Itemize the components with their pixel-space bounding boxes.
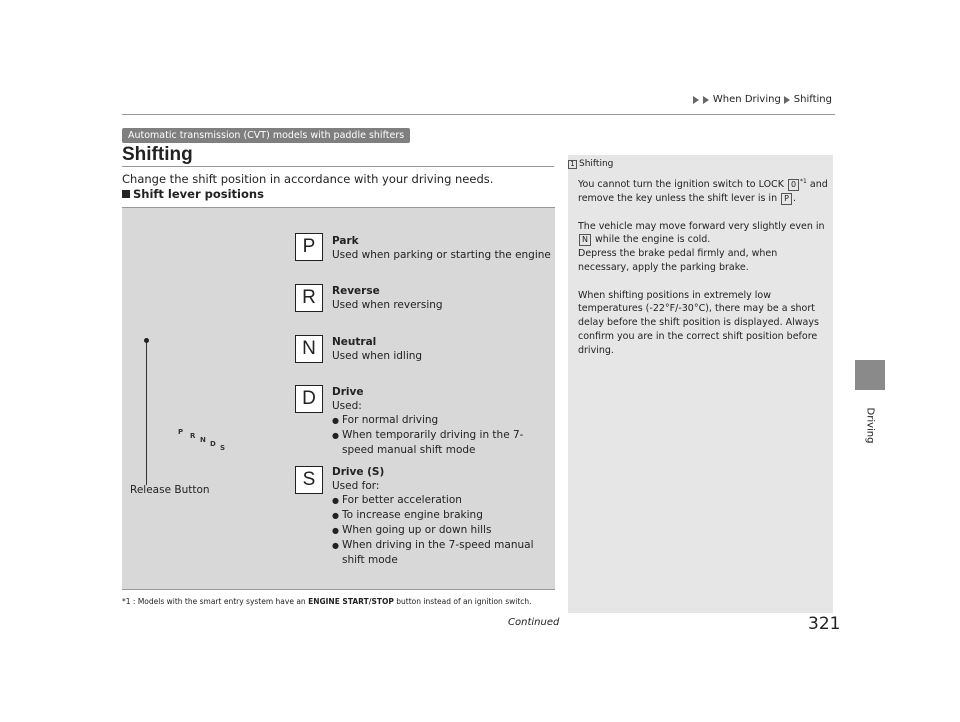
position-s-icon: S [295,466,323,494]
gate-letter-n: N [200,436,206,444]
position-drive-s-text: Drive (S) Used for: ● For better acceleration ● To increase engine braking ● When going up or down hills ● When driving in the 7-speed manual shift mode [332,465,542,567]
sidebar-body [578,175,828,371]
position-neutral-text: Neutral Used when idling [332,336,423,362]
chevron-right-icon [784,96,790,104]
page-number: 321 [808,614,841,634]
release-button-label: Release Button [130,484,210,496]
release-button-dot [144,338,149,343]
release-button-leader-line [146,341,147,485]
position-n-icon: N [295,335,323,363]
key-lock-icon: 0 [788,179,799,191]
model-banner: Automatic transmission (CVT) models with paddle shifters [122,128,410,143]
position-p-icon: P [295,233,323,261]
section-tab-label: Driving [864,407,876,443]
position-park-text: Park Used when parking or starting the engine [332,235,551,261]
gate-letter-s: S [220,444,226,452]
section-tab-marker [855,360,885,390]
sidebar-paragraph: When shifting positions in extremely low temperatures (-22°F/-30°C), there may be a short delay before the shift position is displayed. Always confirm you are in the correct shift position before driving. [578,289,819,356]
sidebar-title: 1 Shifting [568,159,613,169]
gate-letter-d: D [210,440,216,448]
header-divider [122,114,835,115]
sidebar-note [568,155,833,613]
page-title: Shifting [122,144,193,165]
subheading: Shift lever positions [122,187,264,201]
sidebar-paragraph: The vehicle may move forward very slightly even in N while the engine is cold. Depress the brake pedal firmly and, when necessary, apply the parking brake. [578,220,825,273]
square-bullet-icon [122,190,130,198]
sidebar-paragraph: You cannot turn the ignition switch to LOCK 0 $^{*1}$ and remove the key unless the shift lever is in P . [578,178,828,204]
shift-lever-diagram [122,207,555,590]
title-divider [122,166,554,167]
chevron-right-icon [693,96,699,104]
gate-letter-p: P [178,428,184,436]
position-r-icon: R [295,284,323,312]
position-d-icon: D [295,385,323,413]
breadcrumb-item-when-driving[interactable]: When Driving [712,94,781,105]
breadcrumb [693,94,832,105]
shift-gate-indicator [178,428,233,452]
gate-letter-r: R [190,432,196,440]
footnote: *1 : Models with the smart entry system have an ENGINE START/STOP button instead of an ignition switch. [122,597,532,606]
intro-text: Change the shift position in accordance with your driving needs. [122,172,494,186]
position-reverse-text: Reverse Used when reversing [332,285,443,311]
reference-icon: 1 [568,160,577,169]
chevron-right-icon [703,96,709,104]
continued-label: Continued [508,617,560,628]
key-n-icon: N [579,234,591,246]
key-p-icon: P [781,193,792,205]
breadcrumb-item-shifting[interactable]: Shifting [793,94,832,105]
position-drive-text: Drive Used: ● For normal driving ● When temporarily driving in the 7-speed manual shift mode [332,385,542,457]
